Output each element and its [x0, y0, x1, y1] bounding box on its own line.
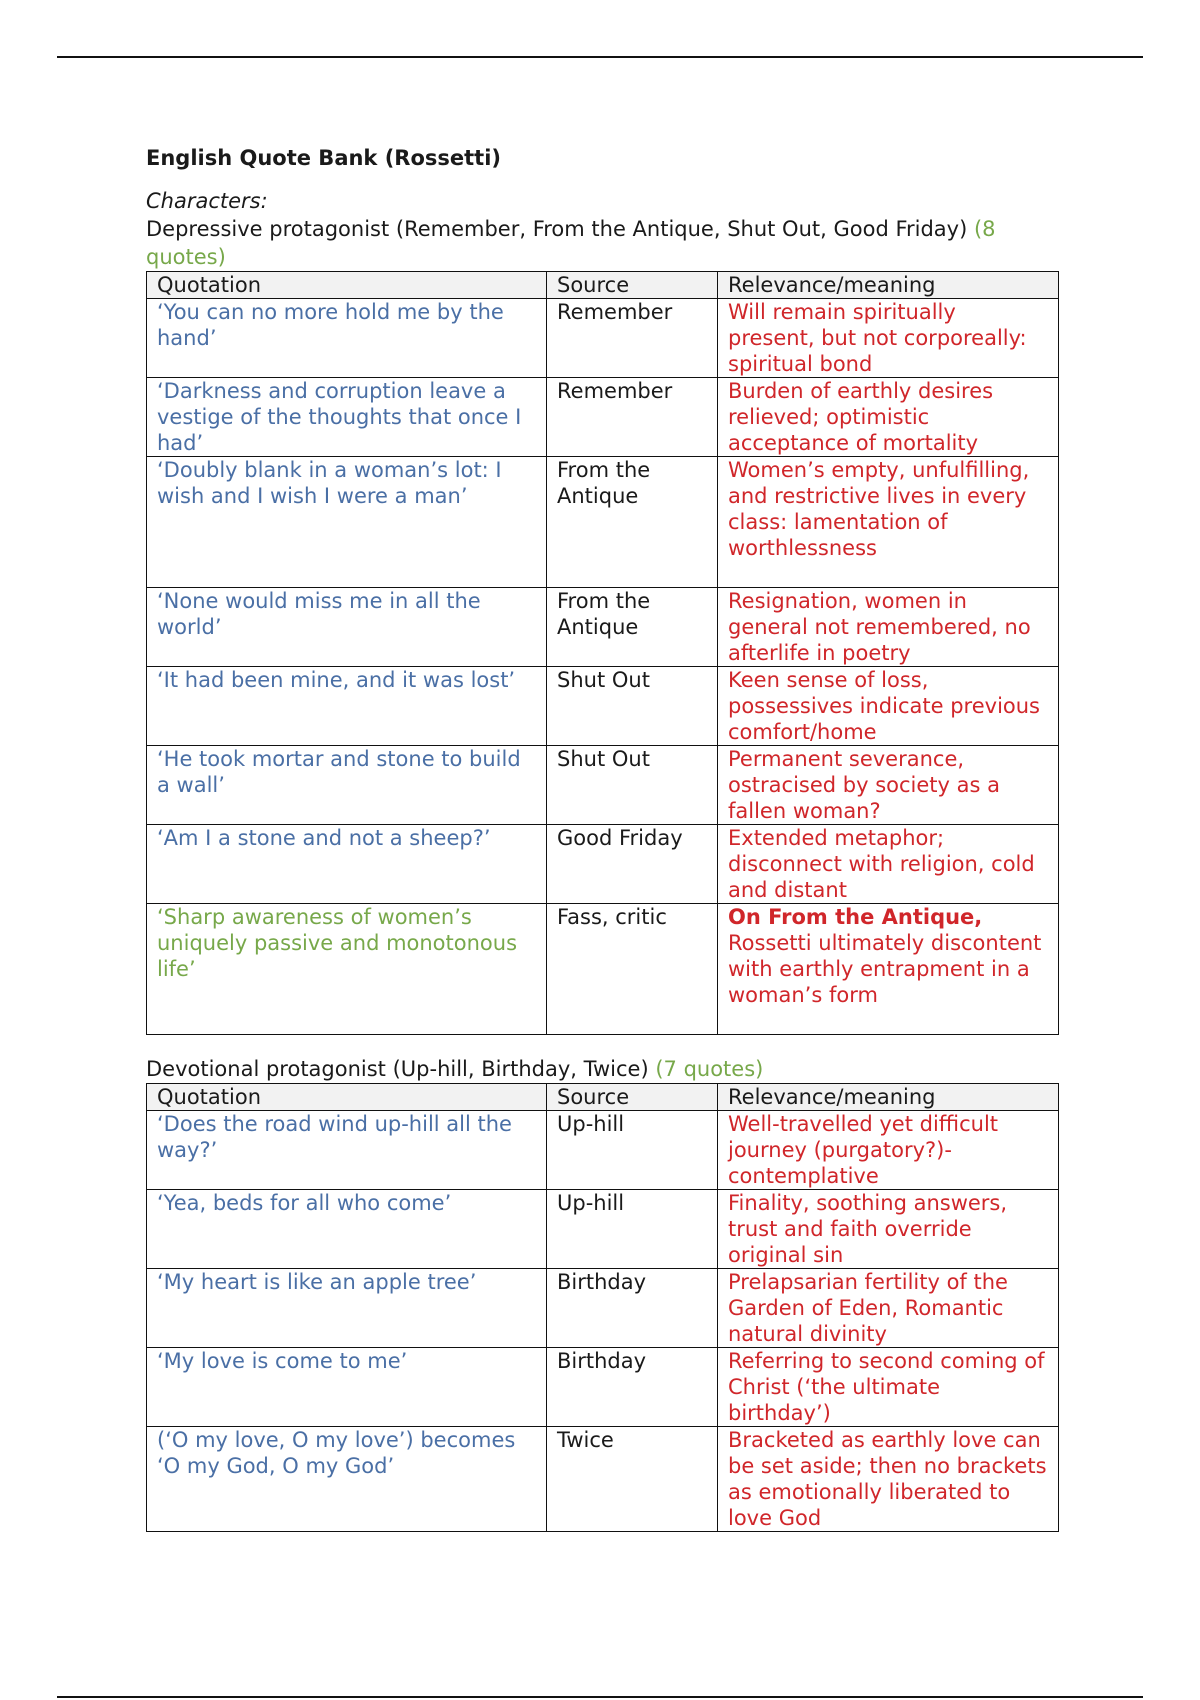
table-row	[147, 457, 1059, 588]
source-cell: Birthday	[547, 1269, 718, 1348]
table-row	[147, 1348, 1059, 1427]
quote-cell: (‘O my love, O my love’) becomes ‘O my God, O my God’	[147, 1427, 547, 1532]
relevance-cell: Referring to second coming of Christ (‘the ultimate birthday’)	[718, 1348, 1059, 1427]
quote-cell: ‘Am I a stone and not a sheep?’	[147, 825, 547, 904]
column-header-quotation: Quotation	[147, 272, 547, 299]
quote-cell: ‘My heart is like an apple tree’	[147, 1269, 547, 1348]
critic-quote-cell: ‘Sharp awareness of women’s uniquely passive and monotonous life’	[147, 904, 547, 1035]
relevance-cell: Keen sense of loss, possessives indicate previous comfort/home	[718, 667, 1059, 746]
table-row	[147, 1190, 1059, 1269]
source-cell: Remember	[547, 378, 718, 457]
source-cell: Twice	[547, 1427, 718, 1532]
section-spacer	[146, 1035, 1066, 1055]
quote-cell: ‘Does the road wind up-hill all the way?’	[147, 1111, 547, 1190]
quote-cell: ‘Yea, beds for all who come’	[147, 1190, 547, 1269]
quote-table-depressive	[146, 271, 1059, 1035]
relevance-cell: Finality, soothing answers, trust and faith override original sin	[718, 1190, 1059, 1269]
relevance-cell: Prelapsarian fertility of the Garden of Eden, Romantic natural divinity	[718, 1269, 1059, 1348]
relevance-cell: Resignation, women in general not remembered, no afterlife in poetry	[718, 588, 1059, 667]
table-row	[147, 746, 1059, 825]
document-title: English Quote Bank (Rossetti)	[146, 146, 502, 170]
column-header-relevance: Relevance/meaning	[718, 272, 1059, 299]
source-cell: From the Antique	[547, 457, 718, 588]
quote-cell: ‘It had been mine, and it was lost’	[147, 667, 547, 746]
document-body	[146, 143, 1066, 1532]
relevance-text: Rossetti ultimately discontent with earthly entrapment in a woman’s form	[728, 931, 1042, 1007]
quote-cell: ‘None would miss me in all the world’	[147, 588, 547, 667]
table-row	[147, 588, 1059, 667]
page-bottom-rule	[57, 1696, 1143, 1698]
relevance-cell: Burden of earthly desires relieved; optimistic acceptance of mortality	[718, 378, 1059, 457]
source-cell: Up-hill	[547, 1111, 718, 1190]
relevance-cell: Women’s empty, unfulfilling, and restrictive lives in every class: lamentation of worthlessness	[718, 457, 1059, 588]
relevance-cell	[718, 904, 1059, 1035]
table-row	[147, 904, 1059, 1035]
page-top-rule	[57, 56, 1143, 58]
relevance-cell: Extended metaphor; disconnect with religion, cold and distant	[718, 825, 1059, 904]
table-row	[147, 1427, 1059, 1532]
quote-count: (8 quotes)	[146, 217, 996, 269]
source-cell: Shut Out	[547, 667, 718, 746]
relevance-cell: Bracketed as earthly love can be set aside; then no brackets as emotionally liberated to love God	[718, 1427, 1059, 1532]
quote-cell: ‘He took mortar and stone to build a wall’	[147, 746, 547, 825]
section-heading-text: Depressive protagonist (Remember, From the Antique, Shut Out, Good Friday)	[146, 217, 968, 241]
source-cell: From the Antique	[547, 588, 718, 667]
source-cell: Good Friday	[547, 825, 718, 904]
relevance-emphasis: On From the Antique,	[728, 905, 983, 929]
table-row	[147, 378, 1059, 457]
source-cell: Shut Out	[547, 746, 718, 825]
column-header-relevance: Relevance/meaning	[718, 1084, 1059, 1111]
relevance-cell: Will remain spiritually present, but not corporeally: spiritual bond	[718, 299, 1059, 378]
section-heading-depressive	[146, 215, 1066, 271]
table-row	[147, 1111, 1059, 1190]
column-header-source: Source	[547, 272, 718, 299]
source-cell: Up-hill	[547, 1190, 718, 1269]
source-cell: Fass, critic	[547, 904, 718, 1035]
source-cell: Remember	[547, 299, 718, 378]
relevance-cell: Permanent severance, ostracised by society as a fallen woman?	[718, 746, 1059, 825]
column-header-quotation: Quotation	[147, 1084, 547, 1111]
table-header-row	[147, 1084, 1059, 1111]
quote-cell: ‘You can no more hold me by the hand’	[147, 299, 547, 378]
section-heading-text: Devotional protagonist (Up-hill, Birthday, Twice)	[146, 1057, 649, 1081]
quote-count: (7 quotes)	[655, 1057, 764, 1081]
source-cell: Birthday	[547, 1348, 718, 1427]
section-heading-devotional	[146, 1055, 1066, 1083]
table-row	[147, 299, 1059, 378]
relevance-cell: Well-travelled yet difficult journey (purgatory?)- contemplative	[718, 1111, 1059, 1190]
column-header-source: Source	[547, 1084, 718, 1111]
table-header-row	[147, 272, 1059, 299]
table-row	[147, 667, 1059, 746]
table-row	[147, 1269, 1059, 1348]
quote-table-devotional	[146, 1083, 1059, 1532]
quote-cell: ‘My love is come to me’	[147, 1348, 547, 1427]
characters-label: Characters:	[146, 189, 268, 213]
quote-cell: ‘Darkness and corruption leave a vestige of the thoughts that once I had’	[147, 378, 547, 457]
table-row	[147, 825, 1059, 904]
quote-cell: ‘Doubly blank in a woman’s lot: I wish and I wish I were a man’	[147, 457, 547, 588]
